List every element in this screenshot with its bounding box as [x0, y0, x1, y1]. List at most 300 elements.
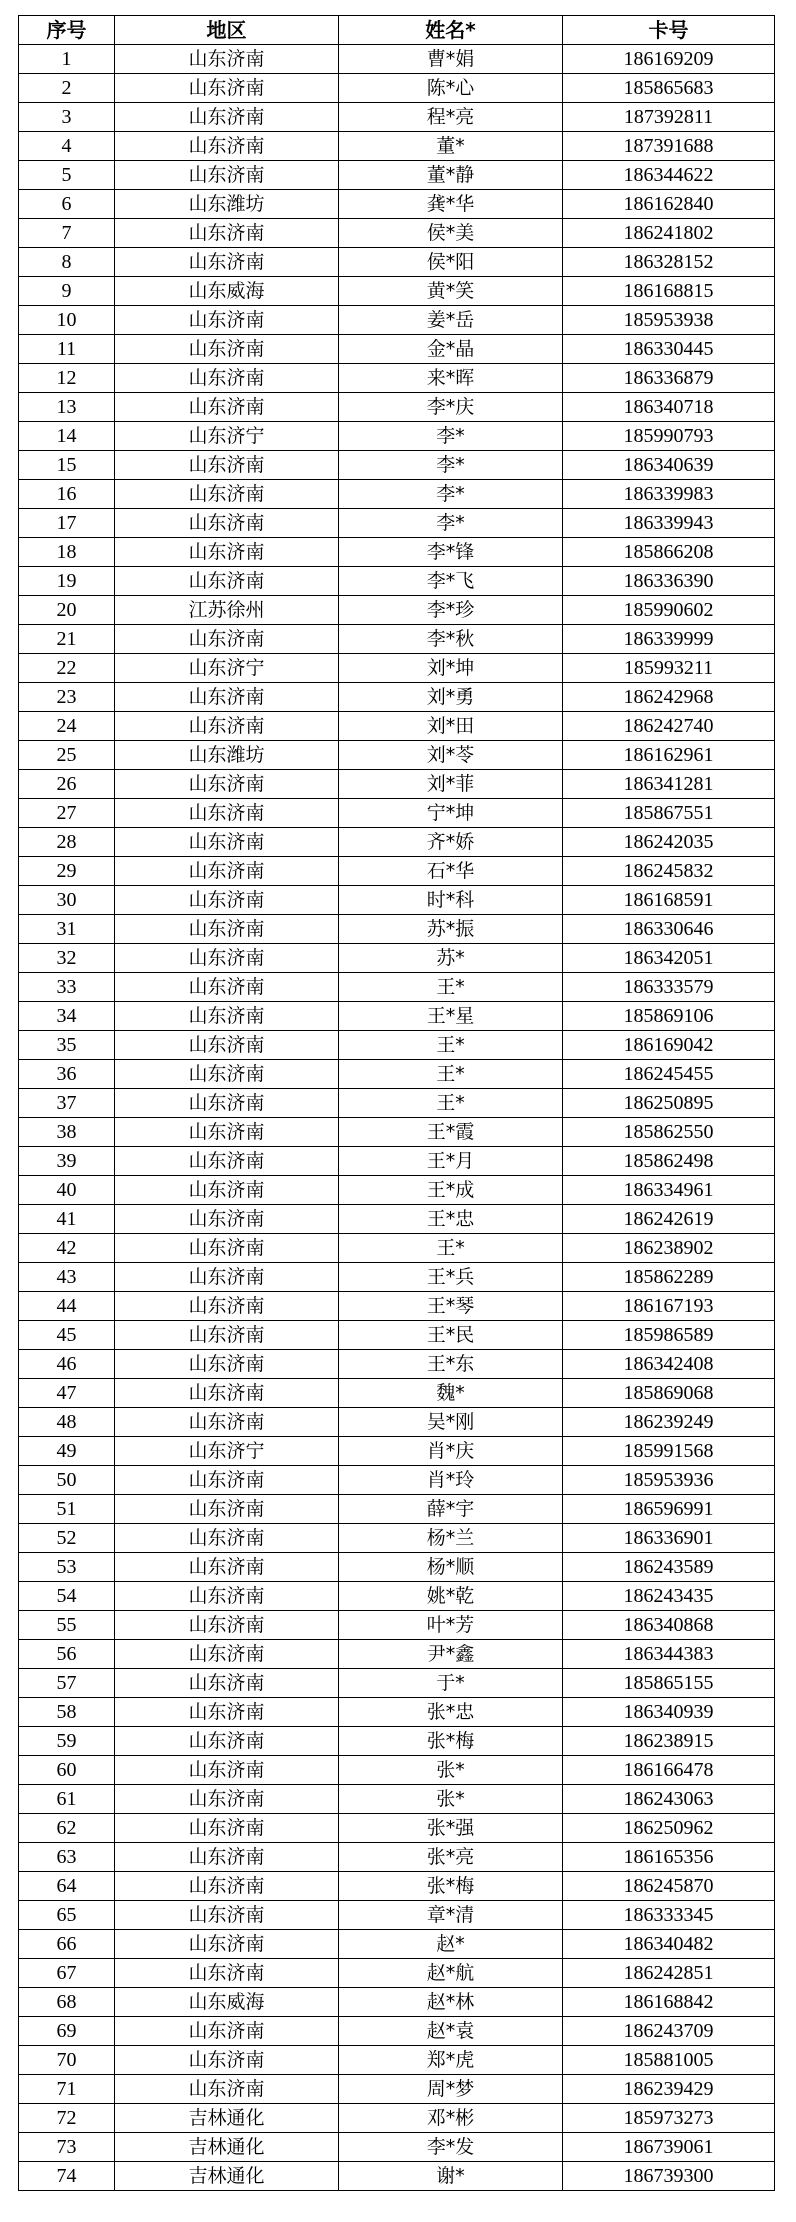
cell-card-number: 186168842: [563, 1988, 775, 2017]
cell-region: 山东济南: [115, 2075, 339, 2104]
cell-name: 肖*庆: [339, 1437, 563, 1466]
cell-name: 姜*岳: [339, 306, 563, 335]
table-row: [19, 480, 775, 509]
cell-name: 李*: [339, 480, 563, 509]
cell-index: 48: [19, 1408, 115, 1437]
cell-index: 22: [19, 654, 115, 683]
table-row: [19, 45, 775, 74]
table-row: [19, 1872, 775, 1901]
cell-card-number: 185862498: [563, 1147, 775, 1176]
cell-index: 14: [19, 422, 115, 451]
table-row: [19, 857, 775, 886]
cell-region: 山东济南: [115, 1147, 339, 1176]
cell-name: 齐*娇: [339, 828, 563, 857]
cell-card-number: 186339943: [563, 509, 775, 538]
table-row: [19, 1118, 775, 1147]
cell-name: 郑*虎: [339, 2046, 563, 2075]
cell-index: 34: [19, 1002, 115, 1031]
table-row: [19, 1176, 775, 1205]
cell-index: 46: [19, 1350, 115, 1379]
cell-index: 64: [19, 1872, 115, 1901]
cell-index: 69: [19, 2017, 115, 2046]
cell-index: 62: [19, 1814, 115, 1843]
cell-region: 山东济南: [115, 1669, 339, 1698]
cell-name: 王*: [339, 1089, 563, 1118]
cell-index: 54: [19, 1582, 115, 1611]
cell-card-number: 185867551: [563, 799, 775, 828]
cell-region: 山东济南: [115, 364, 339, 393]
cell-region: 山东济南: [115, 1002, 339, 1031]
table-row: [19, 828, 775, 857]
cell-region: 山东济南: [115, 712, 339, 741]
cell-region: 吉林通化: [115, 2104, 339, 2133]
table-row: [19, 625, 775, 654]
cell-card-number: 186243435: [563, 1582, 775, 1611]
cell-index: 41: [19, 1205, 115, 1234]
cell-index: 18: [19, 538, 115, 567]
cell-name: 于*: [339, 1669, 563, 1698]
cell-name: 刘*勇: [339, 683, 563, 712]
cell-region: 山东济南: [115, 1582, 339, 1611]
cell-region: 山东潍坊: [115, 741, 339, 770]
cell-region: 山东潍坊: [115, 190, 339, 219]
cell-name: 王*: [339, 1234, 563, 1263]
cell-name: 张*亮: [339, 1843, 563, 1872]
cell-name: 张*强: [339, 1814, 563, 1843]
cell-card-number: 185953938: [563, 306, 775, 335]
cell-card-number: 186162961: [563, 741, 775, 770]
cell-index: 32: [19, 944, 115, 973]
cell-region: 山东济南: [115, 1495, 339, 1524]
cell-region: 山东济南: [115, 1756, 339, 1785]
table-row: [19, 103, 775, 132]
cell-name: 侯*美: [339, 219, 563, 248]
cell-index: 74: [19, 2162, 115, 2191]
table-row: [19, 1930, 775, 1959]
table-row: [19, 1553, 775, 1582]
table-row: [19, 1756, 775, 1785]
cell-name: 宁*坤: [339, 799, 563, 828]
cell-region: 山东济南: [115, 480, 339, 509]
cell-index: 27: [19, 799, 115, 828]
cell-name: 时*科: [339, 886, 563, 915]
cell-name: 王*忠: [339, 1205, 563, 1234]
table-row: [19, 1611, 775, 1640]
table-row: [19, 1350, 775, 1379]
cell-index: 49: [19, 1437, 115, 1466]
cell-index: 19: [19, 567, 115, 596]
cell-index: 8: [19, 248, 115, 277]
cell-region: 山东济南: [115, 1321, 339, 1350]
cell-name: 刘*菲: [339, 770, 563, 799]
table-row: [19, 1669, 775, 1698]
cell-region: 山东济南: [115, 1553, 339, 1582]
cell-region: 吉林通化: [115, 2162, 339, 2191]
cell-name: 王*成: [339, 1176, 563, 1205]
table-row: [19, 219, 775, 248]
cell-region: 山东威海: [115, 1988, 339, 2017]
cell-card-number: 186162840: [563, 190, 775, 219]
cell-card-number: 187392811: [563, 103, 775, 132]
cell-index: 15: [19, 451, 115, 480]
cell-index: 4: [19, 132, 115, 161]
cell-name: 邓*彬: [339, 2104, 563, 2133]
cell-region: 山东济南: [115, 915, 339, 944]
cell-card-number: 186330445: [563, 335, 775, 364]
table-row: [19, 1901, 775, 1930]
cell-name: 叶*芳: [339, 1611, 563, 1640]
cell-region: 山东济南: [115, 567, 339, 596]
table-row: [19, 74, 775, 103]
header-region: 地区: [115, 16, 339, 45]
table-row: [19, 1466, 775, 1495]
cell-index: 66: [19, 1930, 115, 1959]
cell-region: 山东济南: [115, 944, 339, 973]
table-row: [19, 973, 775, 1002]
cell-card-number: 186342408: [563, 1350, 775, 1379]
table-row: [19, 1582, 775, 1611]
cell-region: 山东济南: [115, 1785, 339, 1814]
header-card-number: 卡号: [563, 16, 775, 45]
cell-index: 33: [19, 973, 115, 1002]
cell-index: 24: [19, 712, 115, 741]
cell-index: 42: [19, 1234, 115, 1263]
cell-index: 50: [19, 1466, 115, 1495]
cell-card-number: 185993211: [563, 654, 775, 683]
table-row: [19, 1959, 775, 1988]
cell-region: 山东济南: [115, 451, 339, 480]
cell-name: 王*: [339, 1060, 563, 1089]
cell-index: 12: [19, 364, 115, 393]
cell-card-number: 185991568: [563, 1437, 775, 1466]
cell-index: 63: [19, 1843, 115, 1872]
cell-index: 36: [19, 1060, 115, 1089]
cell-region: 山东济南: [115, 1234, 339, 1263]
cell-name: 董*静: [339, 161, 563, 190]
cell-card-number: 186250962: [563, 1814, 775, 1843]
cell-region: 山东济南: [115, 132, 339, 161]
table-row: [19, 1089, 775, 1118]
table-row: [19, 915, 775, 944]
table-row: [19, 1002, 775, 1031]
cell-region: 山东济南: [115, 1727, 339, 1756]
cell-card-number: 186336390: [563, 567, 775, 596]
cell-name: 魏*: [339, 1379, 563, 1408]
table-row: [19, 1292, 775, 1321]
table-row: [19, 1147, 775, 1176]
cell-index: 31: [19, 915, 115, 944]
table-row: [19, 190, 775, 219]
cell-index: 25: [19, 741, 115, 770]
cell-region: 山东济宁: [115, 422, 339, 451]
table-row: [19, 1321, 775, 1350]
cell-name: 李*发: [339, 2133, 563, 2162]
table-body: [19, 45, 775, 2191]
cell-name: 杨*顺: [339, 1553, 563, 1582]
cell-card-number: 186245455: [563, 1060, 775, 1089]
cell-name: 侯*阳: [339, 248, 563, 277]
cell-card-number: 186242619: [563, 1205, 775, 1234]
cell-index: 35: [19, 1031, 115, 1060]
cell-name: 赵*袁: [339, 2017, 563, 2046]
cell-name: 李*飞: [339, 567, 563, 596]
cell-card-number: 185990602: [563, 596, 775, 625]
cell-card-number: 185862289: [563, 1263, 775, 1292]
cell-index: 60: [19, 1756, 115, 1785]
cell-index: 10: [19, 306, 115, 335]
cell-card-number: 186342051: [563, 944, 775, 973]
cell-card-number: 186245870: [563, 1872, 775, 1901]
cell-card-number: 186339999: [563, 625, 775, 654]
cell-region: 山东济南: [115, 306, 339, 335]
cell-card-number: 185862550: [563, 1118, 775, 1147]
cell-region: 山东济南: [115, 1640, 339, 1669]
cell-index: 5: [19, 161, 115, 190]
cell-name: 杨*兰: [339, 1524, 563, 1553]
table-row: [19, 509, 775, 538]
cell-index: 45: [19, 1321, 115, 1350]
cell-name: 黄*笑: [339, 277, 563, 306]
cell-index: 37: [19, 1089, 115, 1118]
header-index: 序号: [19, 16, 115, 45]
cell-card-number: 186245832: [563, 857, 775, 886]
cell-index: 17: [19, 509, 115, 538]
cell-region: 山东济南: [115, 1089, 339, 1118]
table-row: [19, 1727, 775, 1756]
cell-region: 山东济南: [115, 1872, 339, 1901]
cell-index: 72: [19, 2104, 115, 2133]
cell-name: 石*华: [339, 857, 563, 886]
cell-index: 68: [19, 1988, 115, 2017]
cell-region: 江苏徐州: [115, 596, 339, 625]
cell-card-number: 186238902: [563, 1234, 775, 1263]
cell-name: 来*晖: [339, 364, 563, 393]
table-row: [19, 2133, 775, 2162]
table-row: [19, 1263, 775, 1292]
table-row: [19, 393, 775, 422]
cell-card-number: 185865683: [563, 74, 775, 103]
cell-name: 王*琴: [339, 1292, 563, 1321]
cell-region: 山东济南: [115, 828, 339, 857]
cell-card-number: 186334961: [563, 1176, 775, 1205]
cell-name: 王*兵: [339, 1263, 563, 1292]
cell-region: 山东济宁: [115, 1437, 339, 1466]
cell-card-number: 186596991: [563, 1495, 775, 1524]
table-row: [19, 538, 775, 567]
cell-region: 山东济南: [115, 509, 339, 538]
cell-region: 山东济南: [115, 770, 339, 799]
cell-name: 王*民: [339, 1321, 563, 1350]
cell-index: 6: [19, 190, 115, 219]
cell-card-number: 186239249: [563, 1408, 775, 1437]
cell-card-number: 186241802: [563, 219, 775, 248]
cell-card-number: 186739300: [563, 2162, 775, 2191]
cell-name: 张*: [339, 1756, 563, 1785]
table-row: [19, 1060, 775, 1089]
cell-name: 张*: [339, 1785, 563, 1814]
cell-index: 73: [19, 2133, 115, 2162]
cell-region: 山东济南: [115, 1466, 339, 1495]
cell-index: 44: [19, 1292, 115, 1321]
cell-card-number: 186739061: [563, 2133, 775, 2162]
cell-name: 张*梅: [339, 1727, 563, 1756]
cell-card-number: 185866208: [563, 538, 775, 567]
cell-index: 30: [19, 886, 115, 915]
cell-region: 山东济南: [115, 683, 339, 712]
cell-name: 董*: [339, 132, 563, 161]
cell-name: 赵*: [339, 1930, 563, 1959]
cell-region: 山东济南: [115, 886, 339, 915]
cell-card-number: 185986589: [563, 1321, 775, 1350]
cell-card-number: 186242851: [563, 1959, 775, 1988]
cell-region: 山东济南: [115, 219, 339, 248]
cell-region: 吉林通化: [115, 2133, 339, 2162]
table-row: [19, 2017, 775, 2046]
table-row: [19, 1205, 775, 1234]
cell-name: 刘*苓: [339, 741, 563, 770]
cell-card-number: 186243589: [563, 1553, 775, 1582]
cell-index: 11: [19, 335, 115, 364]
cell-index: 58: [19, 1698, 115, 1727]
table-row: [19, 799, 775, 828]
cell-card-number: 186166478: [563, 1756, 775, 1785]
cell-name: 王*东: [339, 1350, 563, 1379]
cell-index: 38: [19, 1118, 115, 1147]
table-row: [19, 770, 775, 799]
cell-name: 谢*: [339, 2162, 563, 2191]
cell-region: 山东济南: [115, 1524, 339, 1553]
header-name: 姓名*: [339, 16, 563, 45]
cell-index: 67: [19, 1959, 115, 1988]
table-row: [19, 683, 775, 712]
cell-region: 山东济南: [115, 103, 339, 132]
cell-index: 9: [19, 277, 115, 306]
cell-index: 70: [19, 2046, 115, 2075]
table-row: [19, 654, 775, 683]
cell-name: 李*秋: [339, 625, 563, 654]
table-row: [19, 1640, 775, 1669]
table-row: [19, 2075, 775, 2104]
cell-index: 53: [19, 1553, 115, 1582]
table-row: [19, 741, 775, 770]
cell-region: 山东济南: [115, 1814, 339, 1843]
cell-region: 山东济南: [115, 2017, 339, 2046]
cell-region: 山东济南: [115, 1901, 339, 1930]
cell-card-number: 186336901: [563, 1524, 775, 1553]
table-row: [19, 886, 775, 915]
cell-name: 薛*宇: [339, 1495, 563, 1524]
cell-index: 23: [19, 683, 115, 712]
table-row: [19, 1495, 775, 1524]
cell-name: 金*晶: [339, 335, 563, 364]
cell-name: 吴*刚: [339, 1408, 563, 1437]
cell-region: 山东济南: [115, 538, 339, 567]
cell-name: 龚*华: [339, 190, 563, 219]
cell-name: 苏*振: [339, 915, 563, 944]
cell-region: 山东济南: [115, 1118, 339, 1147]
table-row: [19, 335, 775, 364]
cell-index: 13: [19, 393, 115, 422]
cell-card-number: 186328152: [563, 248, 775, 277]
cell-index: 3: [19, 103, 115, 132]
table-row: [19, 1234, 775, 1263]
cell-name: 李*: [339, 422, 563, 451]
cell-card-number: 186168591: [563, 886, 775, 915]
table-row: [19, 1698, 775, 1727]
cell-card-number: 186243063: [563, 1785, 775, 1814]
table-row: [19, 596, 775, 625]
cell-region: 山东济南: [115, 1263, 339, 1292]
cell-region: 山东济南: [115, 1959, 339, 1988]
cell-region: 山东济南: [115, 1611, 339, 1640]
cell-index: 1: [19, 45, 115, 74]
cell-index: 28: [19, 828, 115, 857]
cell-index: 56: [19, 1640, 115, 1669]
table-row: [19, 1437, 775, 1466]
cell-index: 71: [19, 2075, 115, 2104]
cell-card-number: 186341281: [563, 770, 775, 799]
cell-card-number: 186242740: [563, 712, 775, 741]
cell-region: 山东济南: [115, 248, 339, 277]
cell-name: 李*: [339, 451, 563, 480]
cell-card-number: 186169209: [563, 45, 775, 74]
cell-name: 王*: [339, 973, 563, 1002]
cell-card-number: 185881005: [563, 2046, 775, 2075]
cell-index: 59: [19, 1727, 115, 1756]
cell-card-number: 186239429: [563, 2075, 775, 2104]
cell-region: 山东济南: [115, 1843, 339, 1872]
cell-card-number: 186340718: [563, 393, 775, 422]
cell-name: 赵*航: [339, 1959, 563, 1988]
cell-index: 2: [19, 74, 115, 103]
cell-index: 51: [19, 1495, 115, 1524]
table-row: [19, 712, 775, 741]
cell-name: 王*星: [339, 1002, 563, 1031]
table-row: [19, 1031, 775, 1060]
cell-card-number: 187391688: [563, 132, 775, 161]
table-row: [19, 1408, 775, 1437]
cell-region: 山东济南: [115, 1292, 339, 1321]
cell-region: 山东济南: [115, 1408, 339, 1437]
cell-card-number: 186250895: [563, 1089, 775, 1118]
cell-card-number: 186336879: [563, 364, 775, 393]
table-row: [19, 1814, 775, 1843]
cell-region: 山东济南: [115, 74, 339, 103]
table-row: [19, 944, 775, 973]
cell-region: 山东济南: [115, 45, 339, 74]
cell-region: 山东济南: [115, 1205, 339, 1234]
cell-card-number: 185869068: [563, 1379, 775, 1408]
table-row: [19, 364, 775, 393]
table-row: [19, 161, 775, 190]
cell-name: 刘*田: [339, 712, 563, 741]
cell-name: 肖*玲: [339, 1466, 563, 1495]
cell-card-number: 186344622: [563, 161, 775, 190]
cell-card-number: 186243709: [563, 2017, 775, 2046]
cell-region: 山东威海: [115, 277, 339, 306]
cell-index: 43: [19, 1263, 115, 1292]
cell-name: 王*霞: [339, 1118, 563, 1147]
cell-card-number: 186242035: [563, 828, 775, 857]
table-row: [19, 2162, 775, 2191]
cell-index: 16: [19, 480, 115, 509]
table-row: [19, 132, 775, 161]
cell-name: 王*月: [339, 1147, 563, 1176]
cell-name: 陈*心: [339, 74, 563, 103]
cell-name: 李*: [339, 509, 563, 538]
cell-region: 山东济南: [115, 161, 339, 190]
table-row: [19, 451, 775, 480]
